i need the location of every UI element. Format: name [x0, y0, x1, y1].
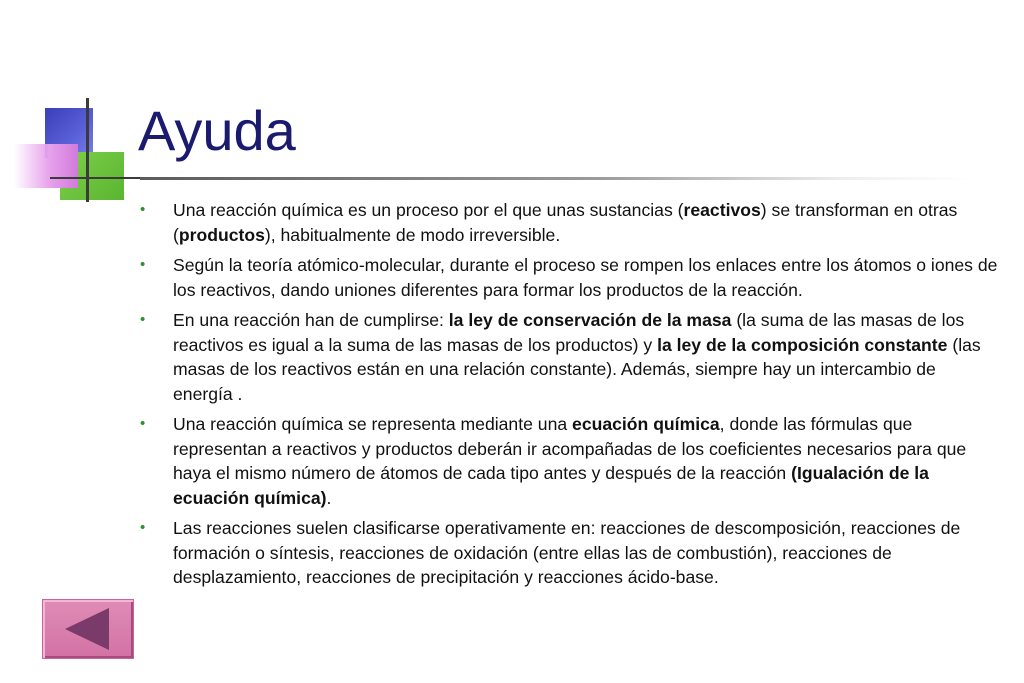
bullet-bold-text: ecuación química	[572, 414, 720, 434]
bullet-text: Una reacción química se representa mediante una	[173, 414, 573, 434]
logo-vertical-line	[86, 98, 89, 202]
bullet-text: Una reacción química es un proceso por el que unas sustancias (	[173, 200, 684, 220]
bullet-bold-text: (Igualación de la ecuación química)	[173, 463, 929, 508]
bullet-text: Las reacciones suelen clasificarse operativamente en: reacciones de descomposición, reacciones de formación o síntesis, reacciones de oxidación (entre ellas las de combustión), reacciones de desplazamiento, reacciones de precipitación y reacciones ácido-base.	[173, 518, 961, 587]
left-triangle-arrow-icon	[65, 608, 109, 650]
bullet-dot-icon: •	[140, 519, 146, 536]
slide-title: Ayuda	[138, 99, 296, 162]
bullet-text: Según la teoría atómico-molecular, durante el proceso se rompen los enlaces entre los átomos o iones de los reactivos, dando uniones diferentes para formar los productos de la reacción.	[173, 255, 998, 300]
bullet-text: , donde las fórmulas que representan a reactivos y productos deberán ir acompañadas de los coeficientes necesarios para que haya el mismo número de átomos de cada tipo antes y después de la reacción	[173, 414, 967, 483]
bullet-dot-icon: •	[140, 256, 146, 273]
logo-pink-square	[14, 144, 78, 188]
bullet-dot-icon: •	[140, 415, 146, 432]
bullet-text: (la suma de las masas de los reactivos es igual a la suma de las masas de los productos) y	[173, 310, 965, 355]
bullet-bold-text: la ley de conservación de la masa	[448, 310, 732, 330]
title-underline	[140, 177, 970, 180]
back-button[interactable]	[42, 599, 134, 659]
bullet-text: (las masas de los reactivos están en una relación constante). Además, siempre hay un intercambio de energía .	[173, 334, 981, 404]
bullet-item	[138, 253, 998, 302]
bullet-text: .	[326, 487, 332, 508]
bullet-text: ), habitualmente de modo irreversible.	[264, 224, 561, 245]
bullet-text: En una reacción han de cumplirse:	[173, 310, 449, 330]
bullet-bold-text: productos	[178, 224, 265, 245]
bullet-item	[138, 308, 998, 406]
logo-horizontal-line	[50, 177, 140, 179]
bullet-item	[138, 198, 998, 247]
bullet-item	[138, 412, 998, 510]
bullet-bold-text: reactivos	[683, 200, 761, 220]
bullet-dot-icon: •	[140, 201, 146, 218]
bullet-item	[138, 516, 998, 590]
bullet-list	[138, 198, 998, 596]
bullet-dot-icon: •	[140, 311, 146, 328]
bullet-bold-text: la ley de la composición constante	[657, 334, 948, 355]
bullet-text: ) se transforman en otras (	[173, 200, 958, 245]
